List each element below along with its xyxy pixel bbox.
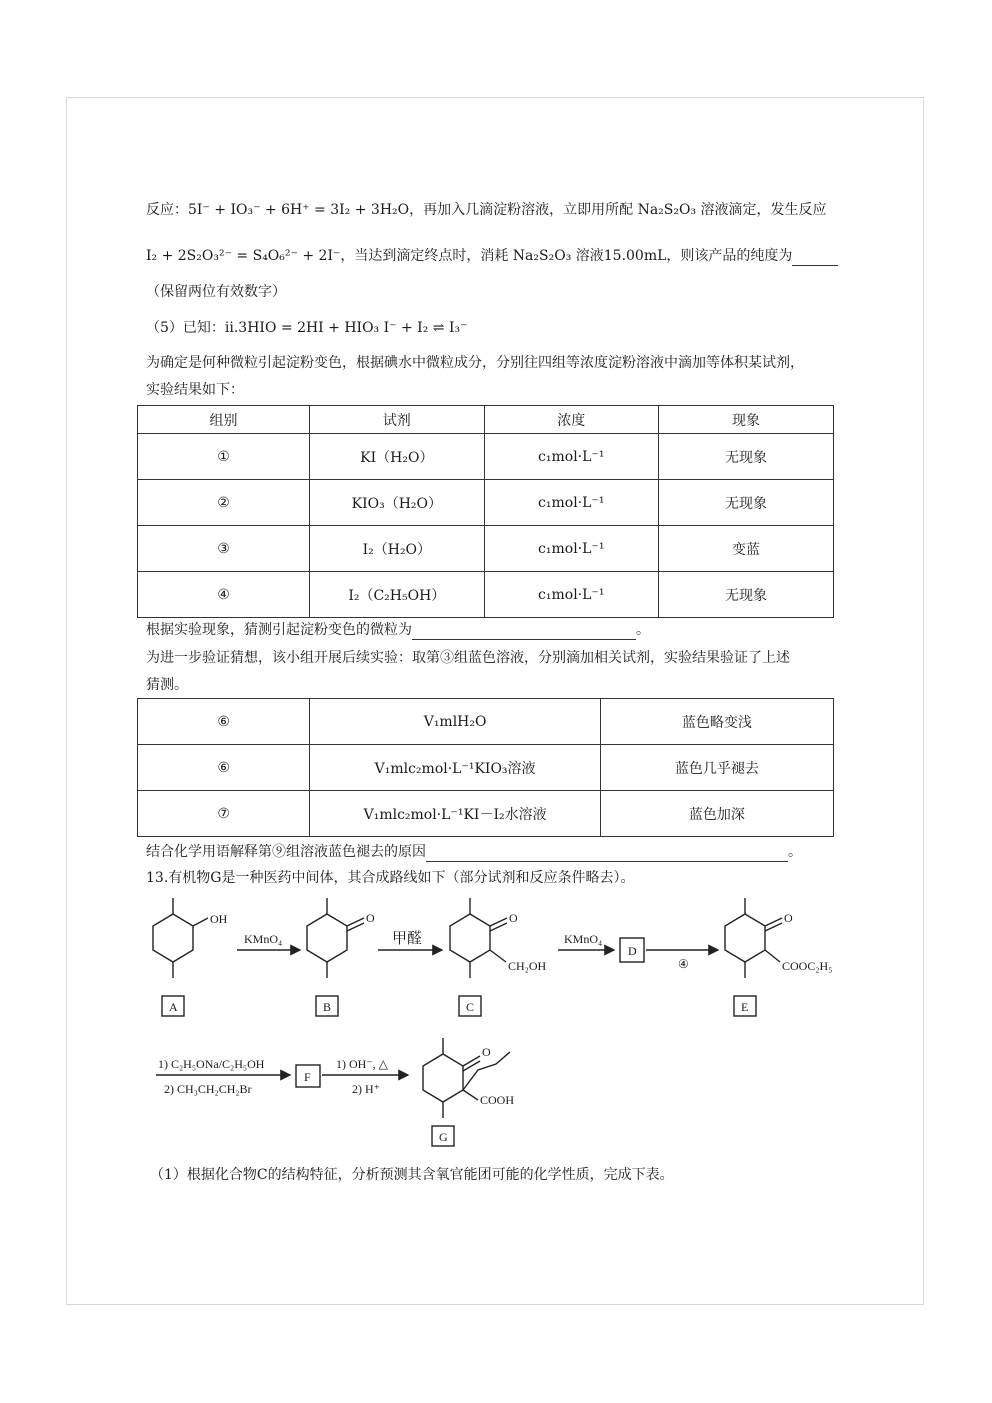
cell-phenomenon: 蓝色几乎褪去 — [600, 745, 833, 791]
group-o-e: O — [784, 911, 793, 925]
cell-reagent: KI（H₂O） — [310, 434, 484, 480]
cell-concentration: c₁mol·L⁻¹ — [484, 434, 658, 480]
label-g: G — [439, 1130, 448, 1144]
verification-table — [137, 698, 834, 837]
reagent-alkylation-1: 1) C₂H₅ONa/C₂H₅OH — [158, 1057, 265, 1071]
guess-question: 根据实验现象，猜测引起淀粉变色的微粒为 。 — [146, 622, 650, 638]
question-13-part-1: （1）根据化合物C的结构特征，分析预测其含氧官能团可能的化学性质，完成下表。 — [150, 1167, 674, 1183]
cell-phenomenon: 无现象 — [658, 480, 833, 526]
compound-c-structure — [450, 898, 507, 978]
cell-group: ① — [138, 434, 310, 480]
group-oh: OH — [210, 912, 228, 926]
table-row — [138, 526, 834, 572]
table-row — [138, 434, 834, 480]
label-e: E — [741, 1000, 749, 1014]
question-13-stem: 13.有机物G是一种医药中间体，其合成路线如下（部分试剂和反应条件略去）。 — [146, 870, 635, 886]
group-cooh: COOH — [480, 1093, 515, 1107]
table-row — [138, 791, 834, 837]
cell-group: ⑥ — [138, 745, 310, 791]
cell-phenomenon: 无现象 — [658, 434, 833, 480]
compound-e-structure — [725, 898, 782, 978]
table-row — [138, 699, 834, 745]
reagent-kmno4-1: KMnO₄ — [244, 932, 283, 946]
cell-reagent: V₁mlc₂mol·L⁻¹KIO₃溶液 — [310, 745, 600, 791]
cell-concentration: c₁mol·L⁻¹ — [484, 526, 658, 572]
cell-phenomenon: 无现象 — [658, 572, 833, 618]
cell-reagent: I₂（H₂O） — [310, 526, 484, 572]
reagent-alkylation-2: 2) CH₃CH₂CH₂Br — [164, 1082, 252, 1096]
header-concentration: 浓度 — [484, 406, 658, 434]
known-reactions: （5）已知：ii.3HIO = 2HI + HIO₃ I⁻ + I₂ ⇌ I₃⁻ — [146, 320, 468, 336]
cell-reagent: KIO₃（H₂O） — [310, 480, 484, 526]
table-row — [138, 480, 834, 526]
reason-blank[interactable] — [426, 861, 788, 862]
step-4-label: ④ — [678, 957, 689, 971]
table-row — [138, 745, 834, 791]
follow-up-intro-end: 猜测。 — [146, 677, 188, 693]
reagent-kmno4-2: KMnO₄ — [564, 932, 603, 946]
label-f: F — [304, 1070, 311, 1084]
table-row — [138, 572, 834, 618]
label-a: A — [169, 1000, 178, 1014]
follow-up-intro: 为进一步验证猜想，该小组开展后续实验：取第③组蓝色溶液，分别滴加相关试剂，实验结果验证了上述 — [146, 650, 790, 666]
synthesis-scheme — [140, 892, 860, 1160]
compound-a-structure — [153, 898, 208, 978]
cell-concentration: c₁mol·L⁻¹ — [484, 480, 658, 526]
cell-phenomenon: 蓝色加深 — [600, 791, 833, 837]
cell-phenomenon: 变蓝 — [658, 526, 833, 572]
explain-question: 结合化学用语解释第⑨组溶液蓝色褪去的原因 。 — [146, 844, 802, 860]
label-c: C — [466, 1000, 475, 1014]
header-group: 组别 — [138, 406, 310, 434]
reagent-hydrolysis-1: 1) OH⁻, △ — [336, 1057, 388, 1071]
particle-blank[interactable] — [412, 639, 636, 640]
reagent-formaldehyde: 甲醛 — [392, 931, 423, 947]
cell-group: ⑥ — [138, 699, 310, 745]
cell-group: ④ — [138, 572, 310, 618]
cell-concentration: c₁mol·L⁻¹ — [484, 572, 658, 618]
experiment-intro: 为确定是何种微粒引起淀粉变色，根据碘水中微粒成分，分别往四组等浓度淀粉溶液中滴加等体积某试剂， — [146, 355, 804, 371]
cell-group: ② — [138, 480, 310, 526]
reagent-hydrolysis-2: 2) H⁺ — [352, 1082, 380, 1096]
reaction-text-line: 反应：5I⁻ + IO₃⁻ + 6H⁺ = 3I₂ + 3H₂O，再加入几滴淀粉溶液，立即用所配 Na₂S₂O₃ 溶液滴定，发生反应 — [146, 202, 827, 218]
cell-group: ⑦ — [138, 791, 310, 837]
group-cooc2h5: COOC₂H₅ — [782, 959, 833, 973]
cell-reagent: V₁mlc₂mol·L⁻¹KI－I₂水溶液 — [310, 791, 600, 837]
compound-b-structure — [307, 898, 364, 978]
group-o-c: O — [509, 911, 518, 925]
cell-reagent: I₂（C₂H₅OH） — [310, 572, 484, 618]
header-phenomenon: 现象 — [658, 406, 833, 434]
cell-phenomenon: 蓝色略变浅 — [600, 699, 833, 745]
header-reagent: 试剂 — [310, 406, 484, 434]
group-o-g: O — [482, 1045, 491, 1059]
experiment-table — [137, 405, 834, 618]
group-ch2oh: CH₂OH — [508, 959, 547, 973]
sig-fig-note: （保留两位有效数字） — [146, 284, 286, 300]
purity-blank[interactable] — [792, 265, 838, 266]
label-b: B — [323, 1000, 332, 1014]
titration-text-line: I₂ + 2S₂O₃²⁻ = S₄O₆²⁻ + 2I⁻，当达到滴定终点时，消耗 Na₂S₂O₃ 溶液15.00mL，则该产品的纯度为 — [146, 246, 838, 266]
table-header-row — [138, 406, 834, 434]
label-d: D — [628, 944, 637, 958]
cell-group: ③ — [138, 526, 310, 572]
experiment-results-label: 实验结果如下： — [146, 382, 244, 398]
group-o-b: O — [366, 911, 375, 925]
cell-reagent: V₁mlH₂O — [310, 699, 600, 745]
